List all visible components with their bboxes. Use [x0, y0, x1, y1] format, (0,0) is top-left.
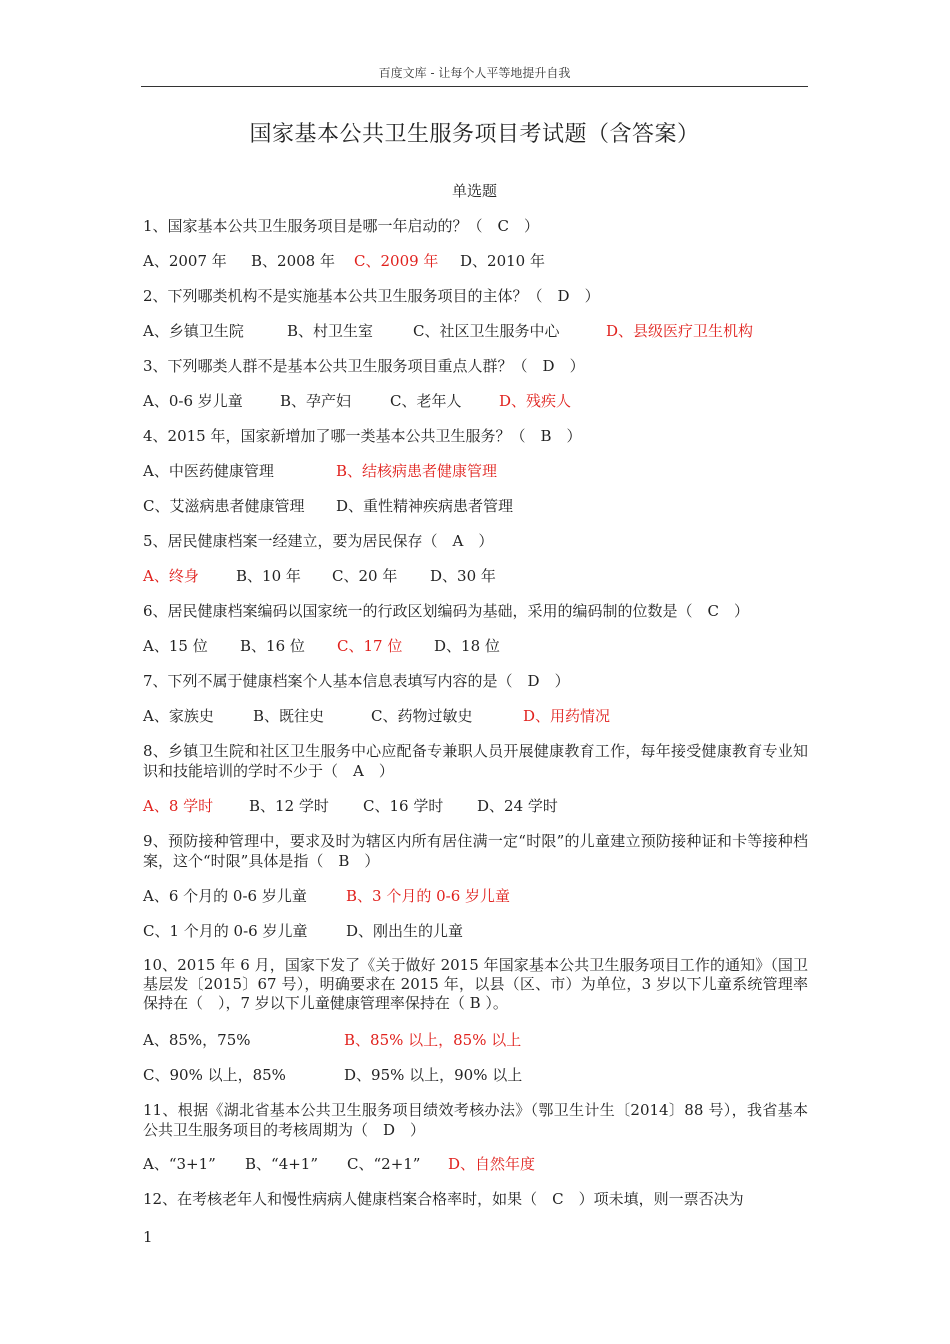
option: A、中医药健康管理: [143, 462, 274, 480]
question-9: 9、预防接种管理中，要求及时为辖区内所有居住满一定“时限”的儿童建立预防接种证和卡等接种档案，这个“时限”具体是指（ B ）: [143, 832, 808, 870]
option: C、药物过敏史: [371, 707, 473, 725]
option: D、刚出生的儿童: [346, 922, 464, 940]
question-10: 10、2015 年 6 月，国家下发了《关于做好 2015 年国家基本公共卫生服务项目工作的通知》（国卫基层发〔2015〕67 号），明确要求在 2015 年，以县（区、市）为单位，3 岁以下儿童系统管理率保持在（ ），7 岁以下儿童健康管理率保持在（ B ）。: [143, 956, 808, 1012]
option: B、村卫生室: [287, 322, 374, 340]
document-header: 百度文库 - 让每个人平等地提升自我: [378, 66, 571, 80]
options-4b: [143, 496, 513, 516]
option-correct: B、85% 以上，85% 以上: [344, 1031, 522, 1049]
question-7: 7、下列不属于健康档案个人基本信息表填写内容的是（ D ）: [143, 672, 570, 690]
page-number: 1: [143, 1228, 153, 1246]
section-heading: 单选题: [451, 182, 497, 200]
options-4a: [143, 461, 497, 481]
option-correct: D、用药情况: [523, 707, 611, 725]
header-divider: [141, 86, 808, 87]
options-10a: [143, 1030, 521, 1050]
question-1: 1、国家基本公共卫生服务项目是哪一年启动的？（ C ）: [143, 217, 540, 235]
options-3: [143, 391, 571, 411]
question-6: 6、居民健康档案编码以国家统一的行政区划编码为基础，采用的编码制的位数是（ C ）: [143, 602, 750, 620]
option: A、6 个月的 0-6 岁儿童: [143, 887, 307, 905]
option-correct: C、2009 年: [354, 252, 439, 270]
options-1: [143, 251, 545, 271]
option: C、90% 以上，85%: [143, 1066, 286, 1084]
option: C、老年人: [390, 392, 462, 410]
option-correct: D、残疾人: [499, 392, 572, 410]
question-2: 2、下列哪类机构不是实施基本公共卫生服务项目的主体？（ D ）: [143, 287, 600, 305]
option-correct: A、终身: [143, 567, 199, 585]
options-9a: [143, 886, 510, 906]
options-11: [143, 1154, 535, 1174]
option-correct: D、县级医疗卫生机构: [606, 322, 754, 340]
question-3: 3、下列哪类人群不是基本公共卫生服务项目重点人群？（ D ）: [143, 357, 585, 375]
question-4: 4、2015 年，国家新增加了哪一类基本公共卫生服务？（ B ）: [143, 427, 582, 445]
option: C、16 学时: [363, 797, 444, 815]
option: A、家族史: [143, 707, 214, 725]
option: A、“3+1”: [143, 1155, 216, 1173]
options-10b: [143, 1065, 522, 1085]
option: B、“4+1”: [245, 1155, 319, 1173]
option: D、重性精神疾病患者管理: [336, 497, 514, 515]
option-correct: B、3 个月的 0-6 岁儿童: [346, 887, 511, 905]
option-correct: B、结核病患者健康管理: [336, 462, 498, 480]
question-8: 8、乡镇卫生院和社区卫生服务中心应配备专兼职人员开展健康教育工作，每年接受健康教育专业知识和技能培训的学时不少于（ A ）: [143, 742, 808, 780]
option: C、社区卫生服务中心: [413, 322, 560, 340]
option: C、“2+1”: [347, 1155, 421, 1173]
option: C、1 个月的 0-6 岁儿童: [143, 922, 308, 940]
option-correct: D、自然年度: [448, 1155, 536, 1173]
option: A、乡镇卫生院: [143, 322, 244, 340]
option: D、24 学时: [477, 797, 558, 815]
options-8: [143, 796, 558, 816]
option: B、2008 年: [251, 252, 335, 270]
options-5: [143, 566, 496, 586]
option: B、10 年: [236, 567, 301, 585]
option: A、0-6 岁儿童: [143, 392, 243, 410]
option: A、2007 年: [143, 252, 227, 270]
option-correct: A、8 学时: [143, 797, 214, 815]
option: D、2010 年: [460, 252, 545, 270]
option: B、12 学时: [249, 797, 329, 815]
option: D、30 年: [430, 567, 496, 585]
option: A、85%，75%: [143, 1031, 251, 1049]
option: C、艾滋病患者健康管理: [143, 497, 305, 515]
document-title: 国家基本公共卫生服务项目考试题（含答案）: [249, 122, 700, 147]
options-9b: [143, 921, 463, 941]
options-7: [143, 706, 610, 726]
option: B、孕产妇: [280, 392, 352, 410]
option: C、20 年: [332, 567, 398, 585]
option-correct: C、17 位: [337, 637, 403, 655]
option: D、95% 以上，90% 以上: [344, 1066, 523, 1084]
options-2: [143, 321, 753, 341]
options-6: [143, 636, 500, 656]
question-12: 12、在考核老年人和慢性病病人健康档案合格率时，如果（ C ）项未填，则一票否决为: [143, 1190, 744, 1208]
option: B、16 位: [240, 637, 305, 655]
option: B、既往史: [253, 707, 325, 725]
option: A、15 位: [143, 637, 208, 655]
question-11: 11、根据《湖北省基本公共卫生服务项目绩效考核办法》（鄂卫生计生〔2014〕88 号），我省基本公共卫生服务项目的考核周期为（ D ）: [143, 1101, 808, 1139]
option: D、18 位: [434, 637, 500, 655]
question-5: 5、居民健康档案一经建立，要为居民保存（ A ）: [143, 532, 494, 550]
